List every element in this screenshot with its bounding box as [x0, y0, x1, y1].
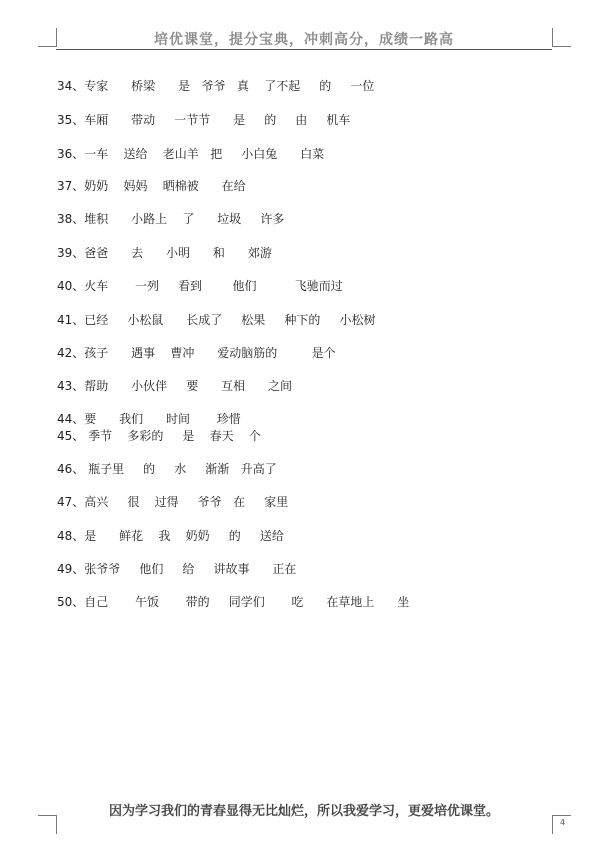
exercise-item-46: 46、 瓶子里 的 水 渐渐 升高了 [57, 462, 277, 476]
page-number: 4 [560, 818, 566, 827]
exercise-item-39: 39、爸爸 去 小明 和 郊游 [57, 246, 272, 260]
exercise-item-35: 35、车厢 带动 一节节 是 的 由 机车 [57, 113, 351, 127]
page-header: 培优课堂，提分宝典，冲刺高分，成绩一路高 [154, 32, 454, 48]
exercise-item-45: 45、 季节 多彩的 是 春天 个 [57, 429, 261, 443]
exercise-item-44: 44、要 我们 时间 珍惜 [57, 412, 241, 426]
exercise-item-43: 43、帮助 小伙伴 要 互相 之间 [57, 379, 293, 393]
exercise-item-42: 42、孩子 遇事 曹冲 爱动脑筋的 是个 [57, 346, 336, 360]
page-footer: 因为学习我们的青春显得无比灿烂，所以我爱学习，更爱培优课堂。 [108, 804, 499, 819]
exercise-item-47: 47、高兴 很 过得 爷爷 在 家里 [57, 495, 289, 509]
exercise-item-50: 50、自己 午饭 带的 同学们 吃 在草地上 坐 [57, 595, 410, 609]
crop-mark-top-right [552, 28, 571, 47]
exercise-item-49: 49、张爷爷 他们 给 讲故事 正在 [57, 562, 297, 576]
crop-mark-bottom-left [38, 815, 57, 834]
exercise-item-41: 41、已经 小松鼠 长成了 松果 种下的 小松树 [57, 313, 376, 327]
exercise-item-34: 34、专家 桥梁 是 爷爷 真 了不起 的 一位 [57, 79, 375, 93]
exercise-item-38: 38、堆积 小路上 了 垃圾 许多 [57, 212, 285, 226]
exercise-item-37: 37、奶奶 妈妈 晒棉被 在给 [57, 179, 246, 193]
crop-mark-top-left [38, 28, 57, 47]
exercise-item-40: 40、火车 一列 看到 他们 飞驰而过 [57, 279, 343, 293]
exercise-item-48: 48、是 鲜花 我 奶奶 的 送给 [57, 529, 284, 543]
exercise-item-36: 36、一车 送给 老山羊 把 小白兔 白菜 [57, 147, 325, 161]
header-rule [56, 49, 552, 50]
